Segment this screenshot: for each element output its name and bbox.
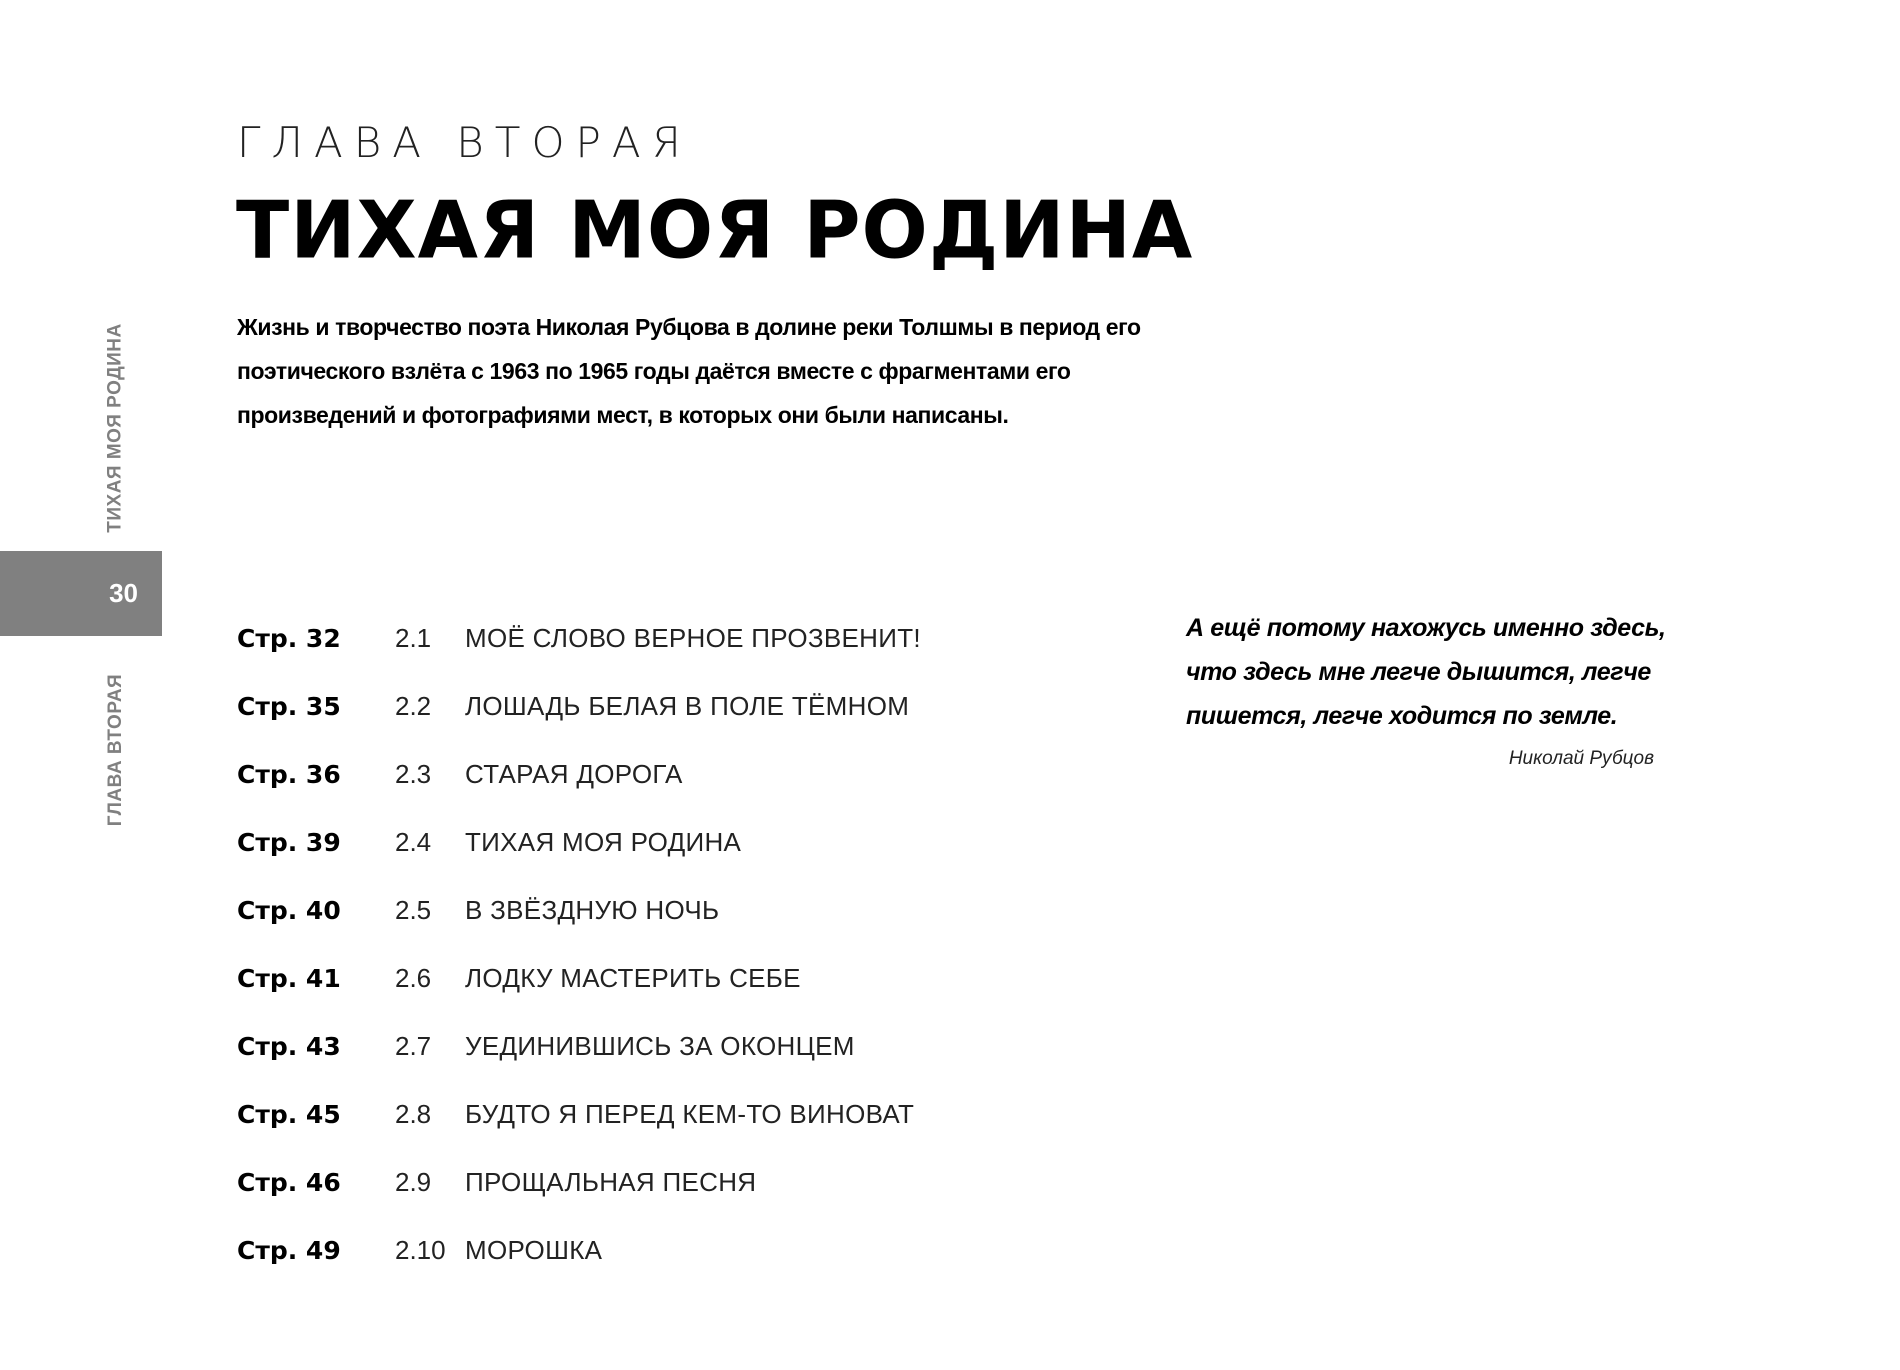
toc-page-ref: Стр. 41 bbox=[237, 963, 341, 993]
toc-row[interactable] bbox=[237, 808, 957, 876]
epigraph-quote bbox=[1186, 606, 1706, 770]
toc-section-number: 2.8 bbox=[395, 1098, 432, 1129]
toc-page-ref: Стр. 49 bbox=[237, 1235, 341, 1265]
toc-section-title: СТАРАЯ ДОРОГА bbox=[465, 758, 683, 789]
toc-section-number: 2.9 bbox=[395, 1166, 432, 1197]
toc-section-title: ЛОШАДЬ БЕЛАЯ В ПОЛЕ ТЁМНОМ bbox=[465, 690, 910, 721]
toc-page-ref: Стр. 46 bbox=[237, 1167, 341, 1197]
toc-row[interactable] bbox=[237, 1012, 957, 1080]
toc-section-title: УЕДИНИВШИСЬ ЗА ОКОНЦЕМ bbox=[465, 1030, 855, 1061]
toc-page-ref: Стр. 32 bbox=[237, 623, 341, 653]
toc-row[interactable] bbox=[237, 944, 957, 1012]
toc-row[interactable] bbox=[237, 876, 957, 944]
toc-page-ref: Стр. 36 bbox=[237, 759, 341, 789]
toc-section-title: БУДТО Я ПЕРЕД КЕМ-ТО ВИНОВАТ bbox=[465, 1098, 915, 1129]
toc-row[interactable] bbox=[237, 1216, 957, 1284]
sidebar-title-text: ТИХАЯ МОЯ РОДИНА bbox=[105, 323, 126, 533]
toc-page-ref: Стр. 45 bbox=[237, 1099, 341, 1129]
page-number: 30 bbox=[109, 578, 138, 608]
toc-row[interactable] bbox=[237, 1148, 957, 1216]
toc-section-title: ТИХАЯ МОЯ РОДИНА bbox=[465, 826, 742, 857]
intro-paragraph: Жизнь и творчество поэта Николая Рубцова в долине реки Толшмы в период его поэтического взлёта с 1963 по 1965 годы даётся вместе с фрагментами его произведений и фотографиями мест, в которых они были написаны. bbox=[237, 314, 1141, 428]
toc-section-number: 2.6 bbox=[395, 962, 432, 993]
toc-page-ref: Стр. 43 bbox=[237, 1031, 341, 1061]
toc-section-number: 2.2 bbox=[395, 690, 432, 721]
toc-section-number: 2.1 bbox=[395, 622, 432, 653]
toc-page-ref: Стр. 35 bbox=[237, 691, 341, 721]
sidebar-title-vertical bbox=[104, 318, 128, 538]
toc-page-ref: Стр. 39 bbox=[237, 827, 341, 857]
toc-section-number: 2.10 bbox=[395, 1234, 446, 1265]
page-title: ТИХАЯ МОЯ РОДИНА bbox=[236, 185, 1194, 277]
quote-text: А ещё потому нахожусь именно здесь, что здесь мне легче дышится, легче пишется, легче ходится по земле. bbox=[1186, 614, 1666, 730]
toc-row[interactable] bbox=[237, 740, 957, 808]
toc-section-title: ПРОЩАЛЬНАЯ ПЕСНЯ bbox=[465, 1166, 757, 1197]
toc-section-title: В ЗВЁЗДНУЮ НОЧЬ bbox=[465, 894, 720, 925]
toc-section-title: МОРОШКА bbox=[465, 1234, 603, 1265]
toc-section-title: ЛОДКУ МАСТЕРИТЬ СЕБЕ bbox=[465, 962, 801, 993]
toc-row[interactable] bbox=[237, 1080, 957, 1148]
quote-author: Николай Рубцов bbox=[1508, 748, 1654, 769]
toc-row[interactable] bbox=[237, 604, 957, 672]
toc-section-title: МОЁ СЛОВО ВЕРНОЕ ПРОЗВЕНИТ! bbox=[465, 622, 921, 653]
sidebar-chapter-vertical bbox=[104, 650, 128, 850]
chapter-label: ГЛАВА ВТОРАЯ bbox=[237, 118, 692, 167]
toc-row[interactable] bbox=[237, 672, 957, 740]
toc-section-number: 2.7 bbox=[395, 1030, 432, 1061]
sidebar-chapter-text: ГЛАВА ВТОРАЯ bbox=[105, 673, 127, 827]
toc-page-ref: Стр. 40 bbox=[237, 895, 341, 925]
page-number-tab bbox=[0, 551, 162, 636]
toc-section-number: 2.4 bbox=[395, 826, 432, 857]
table-of-contents bbox=[237, 604, 957, 1284]
toc-section-number: 2.5 bbox=[395, 894, 432, 925]
toc-section-number: 2.3 bbox=[395, 758, 432, 789]
